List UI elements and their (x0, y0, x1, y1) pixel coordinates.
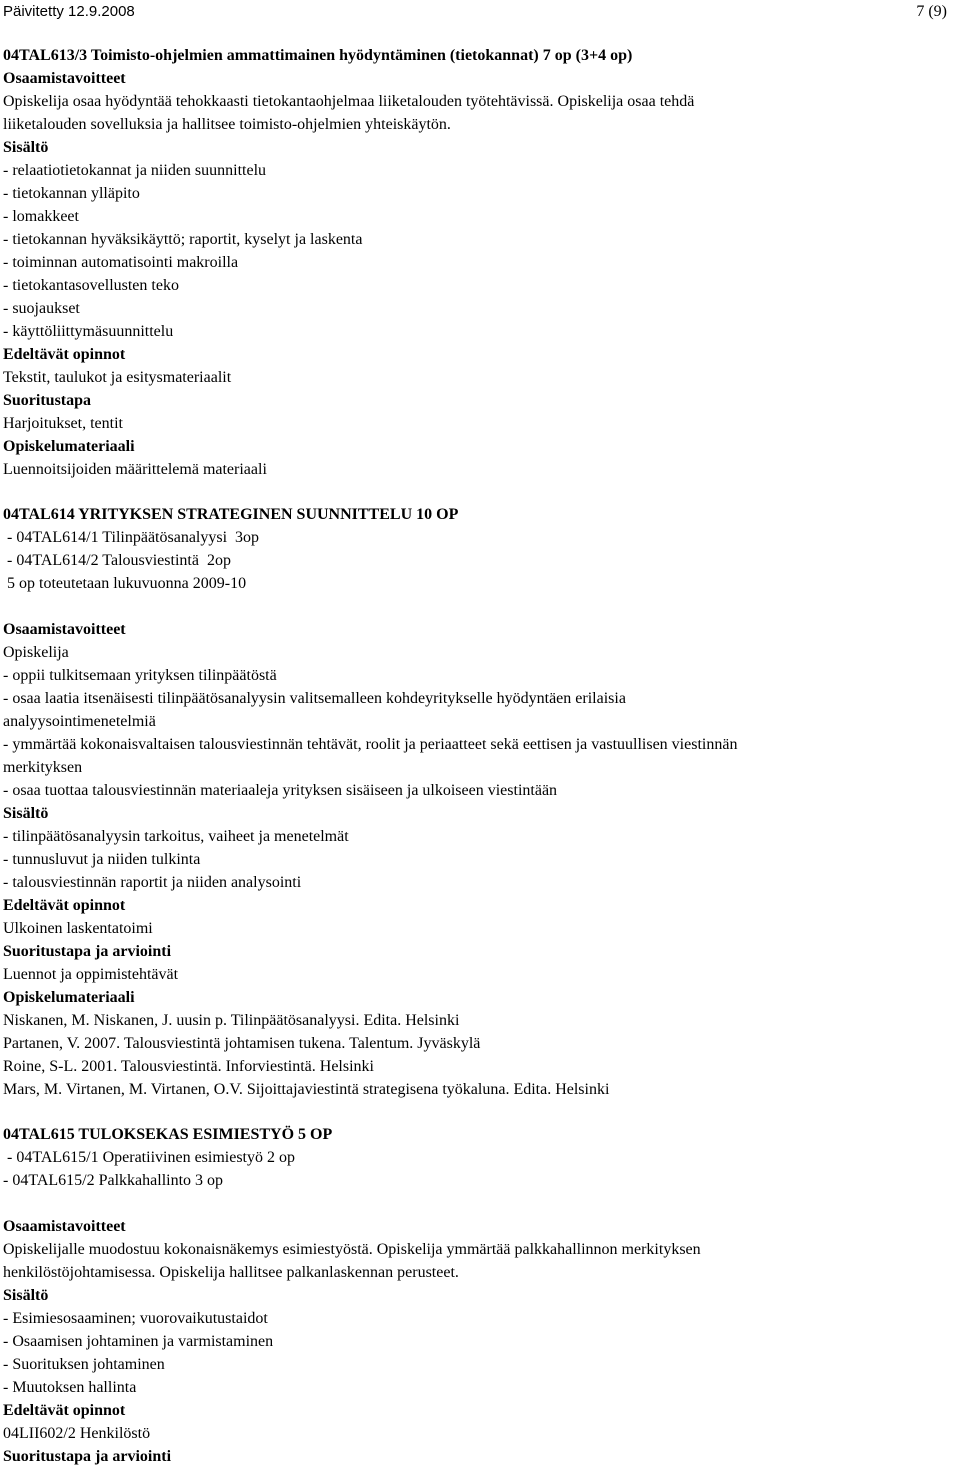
goals-text-line: analyysointimenetelmiä (3, 713, 156, 730)
goals-text-line: merkityksen (3, 759, 83, 776)
goals-text-line: - osaa laatia itsenäisesti tilinpäätösanalyysin valitsemalleen kohdeyritykselle hyödyntäen erilaisia (3, 690, 626, 707)
goals-text-line: - ymmärtää kokonaisvaltaisen talousviestinnän tehtävät, roolit ja periaatteet sekä eettisen ja vastuullisen viestinnän (3, 736, 738, 753)
method-heading: Suoritustapa ja arviointi (3, 1448, 172, 1465)
updated-date: Päivitetty 12.9.2008 (3, 3, 135, 20)
page-number: 7 (9) (916, 3, 947, 20)
content-heading: Sisältö (3, 1287, 49, 1304)
material-text-line: Partanen, V. 2007. Talousviestintä johtamisen tukena. Talentum. Jyväskylä (3, 1035, 481, 1052)
content-item: - Muutoksen hallinta (3, 1379, 137, 1396)
sub-course-line: - 04TAL614/1 Tilinpäätösanalyysi 3op (3, 529, 260, 546)
goals-text-line: liiketalouden sovelluksia ja hallitsee toimisto-ohjelmien yhteiskäytön. (3, 116, 451, 133)
material-text-line: Mars, M. Virtanen, M. Virtanen, O.V. Sijoittajaviestintä strategisena työkaluna. Edita. Helsinki (3, 1081, 610, 1098)
method-heading: Suoritustapa ja arviointi (3, 943, 172, 960)
document-page (3, 0, 953, 1468)
method-text: Luennot ja oppimistehtävät (3, 966, 179, 983)
course-614 (3, 503, 953, 1101)
goals-text-line: Opiskelija (3, 644, 69, 661)
content-heading: Sisältö (3, 805, 49, 822)
goals-heading: Osaamistavoitteet (3, 70, 126, 87)
content-item: - Esimiesosaaminen; vuorovaikutustaidot (3, 1310, 268, 1327)
course-613 (3, 44, 953, 481)
method-text: Harjoitukset, tentit (3, 415, 123, 432)
goals-text-line: henkilöstöjohtamisessa. Opiskelija hallitsee palkanlaskennan perusteet. (3, 1264, 459, 1281)
material-text-line: Roine, S-L. 2001. Talousviestintä. Inforviestintä. Helsinki (3, 1058, 374, 1075)
content-item: - suojaukset (3, 300, 80, 317)
material-text: Luennoitsijoiden määrittelemä materiaali (3, 461, 267, 478)
course-title: 04TAL614 YRITYKSEN STRATEGINEN SUUNNITTELU 10 OP (3, 506, 459, 523)
material-heading: Opiskelumateriaali (3, 989, 135, 1006)
schedule-note: 5 op toteutetaan lukuvuonna 2009-10 (3, 575, 247, 592)
sub-course-line: - 04TAL615/1 Operatiivinen esimiestyö 2 op (3, 1149, 295, 1166)
content-heading: Sisältö (3, 139, 49, 156)
content-item: - tietokannan hyväksikäyttö; raportit, kyselyt ja laskenta (3, 231, 363, 248)
sub-course-line: - 04TAL615/2 Palkkahallinto 3 op (3, 1172, 224, 1189)
prereq-heading: Edeltävät opinnot (3, 1402, 126, 1419)
goals-text-line: Opiskelija osaa hyödyntää tehokkaasti tietokantaohjelmaa liiketalouden työtehtävissä. Opiskelija osaa tehdä (3, 93, 695, 110)
content-item: - Osaamisen johtaminen ja varmistaminen (3, 1333, 274, 1350)
goals-text-line: - oppii tulkitsemaan yrityksen tilinpäätöstä (3, 667, 277, 684)
content-item: - tietokannan ylläpito (3, 185, 140, 202)
content-item: - tietokantasovellusten teko (3, 277, 179, 294)
goals-text-line: - osaa tuottaa talousviestinnän materiaaleja yrityksen sisäiseen ja ulkoiseen viestintään (3, 782, 558, 799)
sub-course-line: - 04TAL614/2 Talousviestintä 2op (3, 552, 231, 569)
content-item: - toiminnan automatisointi makroilla (3, 254, 239, 271)
course-title: 04TAL615 TULOKSEKAS ESIMIESTYÖ 5 OP (3, 1126, 333, 1143)
material-heading: Opiskelumateriaali (3, 438, 135, 455)
content-item: - lomakkeet (3, 208, 79, 225)
content-item: - tilinpäätösanalyysin tarkoitus, vaiheet ja menetelmät (3, 828, 349, 845)
goals-heading: Osaamistavoitteet (3, 621, 126, 638)
course-615 (3, 1123, 953, 1468)
content-item: - tunnusluvut ja niiden tulkinta (3, 851, 201, 868)
material-text-line: Niskanen, M. Niskanen, J. uusin p. Tilinpäätösanalyysi. Edita. Helsinki (3, 1012, 460, 1029)
goals-heading: Osaamistavoitteet (3, 1218, 126, 1235)
method-heading: Suoritustapa (3, 392, 92, 409)
content-item: - talousviestinnän raportit ja niiden analysointi (3, 874, 302, 891)
goals-text-line: Opiskelijalle muodostuu kokonaisnäkemys esimiestyöstä. Opiskelija ymmärtää palkkahallinnon merkityksen (3, 1241, 701, 1258)
prereq-text: Tekstit, taulukot ja esitysmateriaalit (3, 369, 232, 386)
page-header (3, 0, 953, 23)
prereq-heading: Edeltävät opinnot (3, 897, 126, 914)
content-item: - käyttöliittymäsuunnittelu (3, 323, 174, 340)
prereq-heading: Edeltävät opinnot (3, 346, 126, 363)
course-title: 04TAL613/3 Toimisto-ohjelmien ammattimainen hyödyntäminen (tietokannat) 7 op (3+4 op) (3, 47, 633, 64)
prereq-text: 04LII602/2 Henkilöstö (3, 1425, 151, 1442)
content-item: - relaatiotietokannat ja niiden suunnittelu (3, 162, 267, 179)
content-item: - Suorituksen johtaminen (3, 1356, 165, 1373)
prereq-text: Ulkoinen laskentatoimi (3, 920, 153, 937)
